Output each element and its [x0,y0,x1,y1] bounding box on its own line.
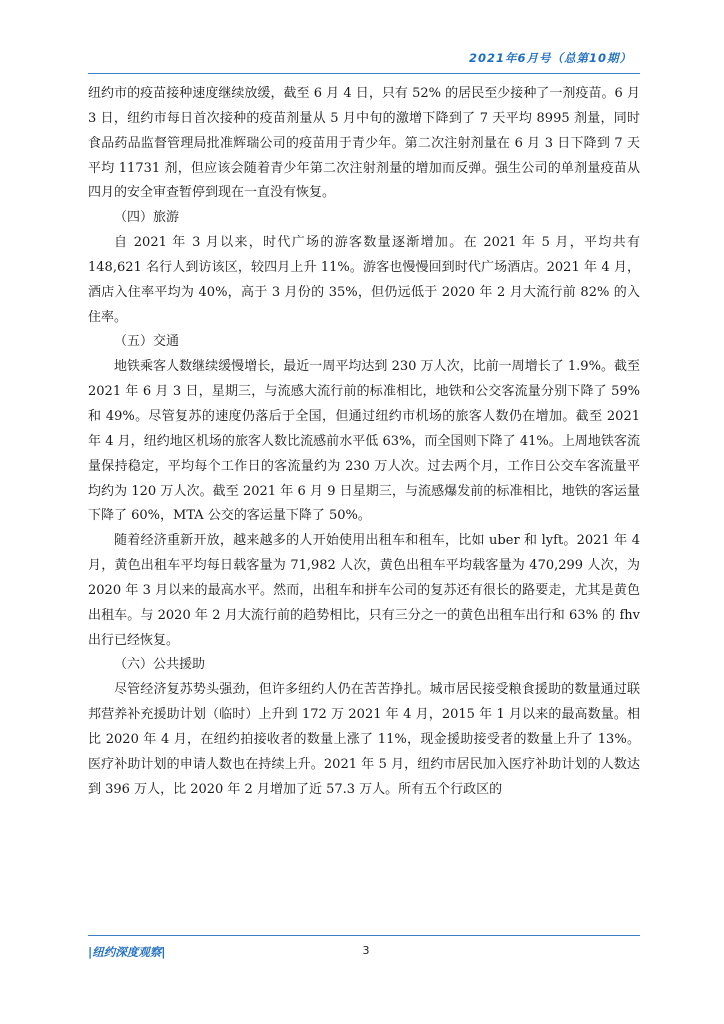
tourism-paragraph: 自 2021 年 3 月以来，时代广场的游客数量逐渐增加。在 2021 年 5 月，平均共有 148,621 名行人到访该区，较四月上升 11%。游客也慢慢回到时代广场酒店。2021 年 4 月，酒店入住率平均为 40%，高于 3 月份的 35%，但仍远低于 2020 年 2 月大流行前 82% 的入住率。 [88,235,640,325]
assistance-paragraph: 尽管经济复苏势头强劲，但许多纽约人仍在苦苦挣扎。城市居民接受粮食援助的数量通过联邦营养补充援助计划（临时）上升到 172 万 2021 年 4 月，2015 年 1 月以来的最高数量。相比 2020 年 4 月，在纽约拍接收者的数量上涨了 11%，现金援助接受者的数量上升了 13%。医疗补助计划的申请人数也在持续上升。2021 年 5 月，纽约市居民加入医疗补助计划的人数达到 396 万人，比 2020 年 2 月增加了近 57.3 万人。所有五个行政区的 [88,682,640,797]
page-number: 3 [362,944,370,957]
transport-paragraph-subway: 地铁乘客人数继续缓慢增长，最近一周平均达到 230 万人次，比前一周增长了 1.9%。截至 2021 年 6 月 3 日，星期三，与流感大流行前的标准相比，地铁和公交客流量分别下降了 59% 和 49%。尽管复苏的速度仍落后于全国，但通过纽约市机场的旅客人数仍在增加。截至 2021 年 4 月，纽约地区机场的旅客人数比流感前水平低 63%，而全国则下降了 41%。上周地铁客流量保持稳定，平均每个工作日的客流量约为 230 万人次。过去两个月，工作日公交车客流量平均约为 120 万人次。截至 2021 年 6 月 9 日星期三，与流感爆发前的标准相比，地铁的客运量下降了 60%，MTA 公交的客运量下降了 50%。 [88,359,640,524]
transport-paragraph-taxi: 随着经济重新开放，越来越多的人开始使用出租车和租车，比如 uber 和 lyft。2021 年 4 月，黄色出租车平均每日载客量为 71,982 人次，黄色出租车平均载客量为 470,299 人次，为 2020 年 3 月以来的最高水平。然而，出租车和拼车公司的复苏还有很长的路要走，尤其是黄色出租车。与 2020 年 2 月大流行前的趋势相比，只有三分之一的黄色出租车出行和 63% 的 fhv 出行已经恢复。 [88,533,640,648]
article-body [88,82,640,802]
section-heading-tourism: （四）旅游 [114,210,180,226]
publication-name: |纽约深度观察| [88,945,166,959]
vaccine-paragraph: 纽约市的疫苗接种速度继续放缓，截至 6 月 4 日，只有 52% 的居民至少接种了一剂疫苗。6 月 3 日，纽约市每日首次接种的疫苗剂量从 5 月中旬的激增下降到了 7 天平均 8995 剂量，同时食品药品监督管理局批准辉瑞公司的疫苗用于青少年。第二次注射剂量在 6 月 3 日下降到 7 天平均 11731 剂，但应该会随着青少年第二次注射剂量的增加而反弹。强生公司的单剂量疫苗从四月的安全审查暂停到现在一直没有恢复。 [88,86,640,201]
footer-rule [88,935,640,936]
header-rule [88,73,640,74]
section-heading-transport: （五）交通 [114,334,180,350]
issue-header: 2021年6月号（总第10期） [468,51,632,65]
section-heading-assistance: （六）公共援助 [114,657,206,673]
